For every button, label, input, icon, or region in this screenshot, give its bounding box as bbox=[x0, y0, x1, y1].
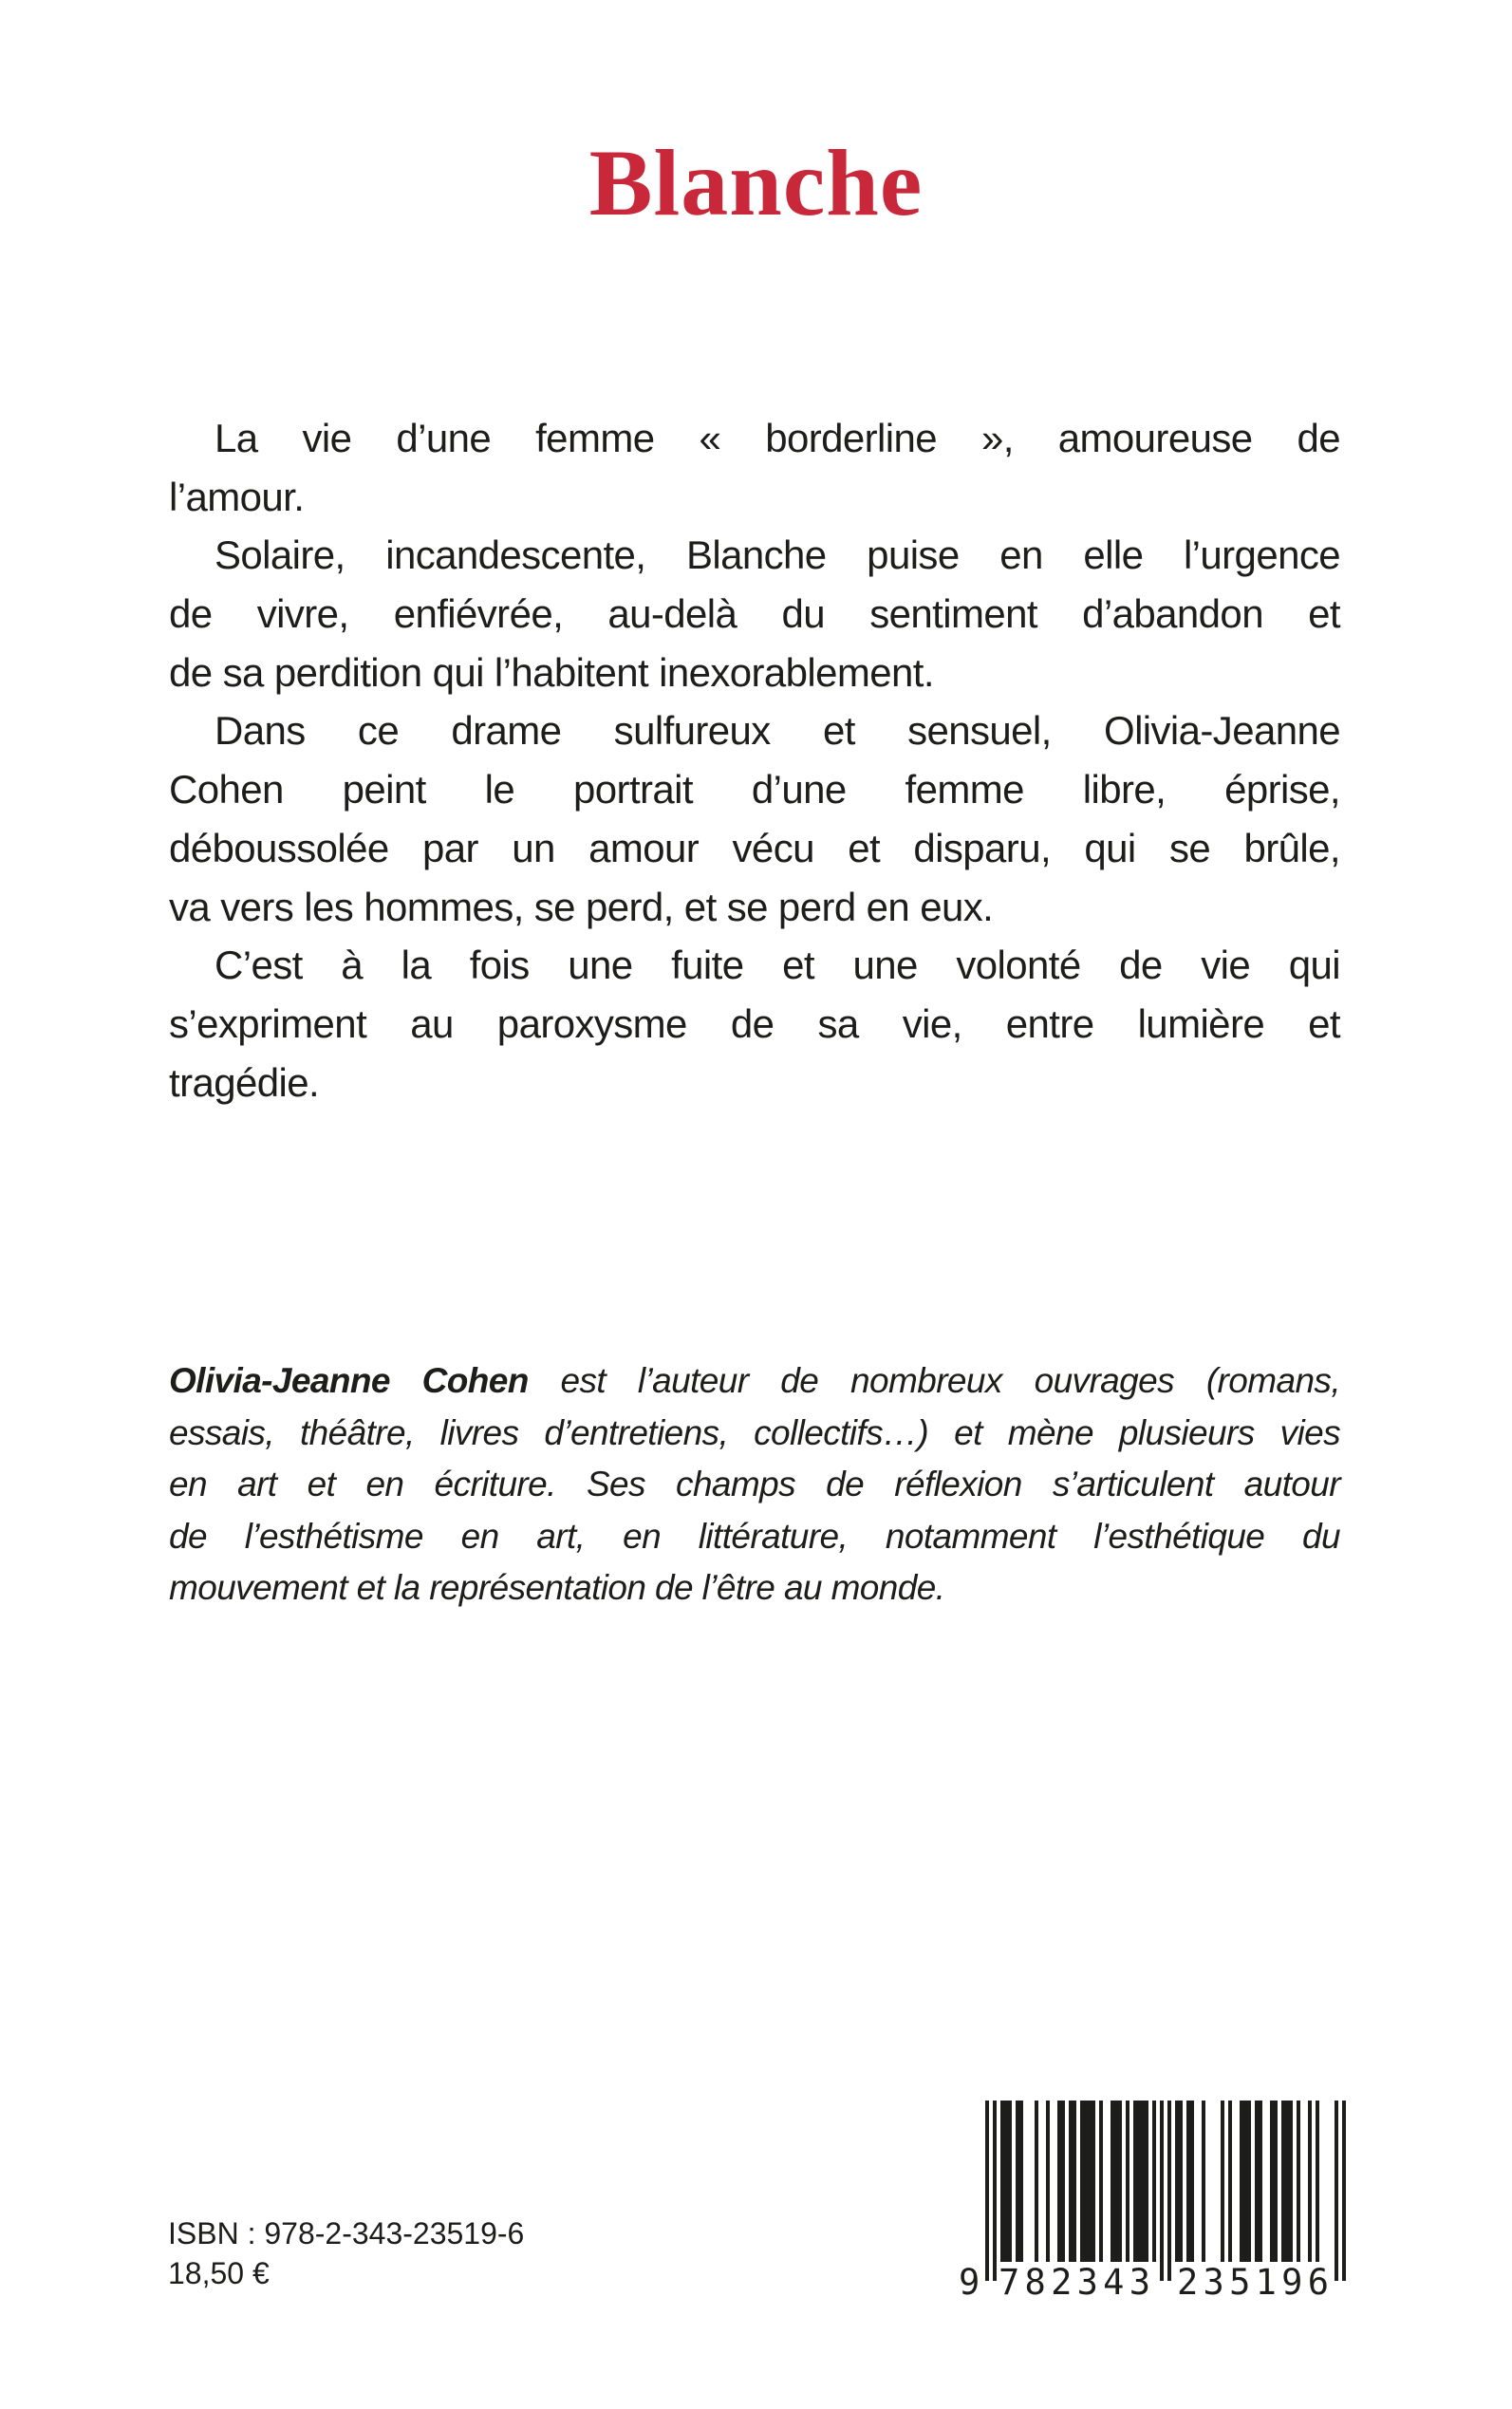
bio-line: de l’esthétisme en art, en littérature, notamment l’esthétique du bbox=[169, 1516, 1340, 1556]
blurb-line: de vivre, enfiévrée, au-delà du sentiment d’abandon et bbox=[169, 591, 1340, 637]
blurb-line: déboussolée par un amour vécu et disparu, qui se brûle, bbox=[169, 825, 1340, 870]
barcode-bars bbox=[985, 2101, 1346, 2281]
bio-line bbox=[169, 1355, 1340, 1408]
barcode-left-digits: 782343 bbox=[999, 2262, 1150, 2303]
back-cover-blurb bbox=[169, 409, 1340, 1111]
blurb-line: l’amour. bbox=[169, 474, 305, 519]
blurb-line: tragédie. bbox=[169, 1059, 320, 1105]
blurb-line: Dans ce drame sulfureux et sensuel, Olivia-Jeanne bbox=[215, 708, 1340, 754]
blurb-line: C’est à la fois une fuite et une volonté de vie qui bbox=[215, 943, 1340, 988]
author-name: Olivia-Jeanne Cohen bbox=[169, 1361, 529, 1400]
blurb-line: va vers les hommes, se perd, et se perd en eux. bbox=[169, 884, 994, 929]
book-title: Blanche bbox=[588, 130, 924, 235]
bio-line: essais, théâtre, livres d’entretiens, collectifs…) et mène plusieurs vies bbox=[169, 1412, 1340, 1452]
barcode-first-digit: 9 bbox=[959, 2262, 980, 2303]
isbn-label: ISBN : 978-2-343-23519-6 bbox=[168, 2216, 525, 2250]
bio-line-text: est l’auteur de nombreux ouvrages (romans, bbox=[528, 1361, 1340, 1400]
barcode-right-digits: 235196 bbox=[1177, 2262, 1329, 2303]
blurb-line: s’expriment au paroxysme de sa vie, entre lumière et bbox=[169, 1000, 1340, 1046]
blurb-line: Solaire, incandescente, Blanche puise en elle l’urgence bbox=[215, 532, 1340, 578]
bio-line: en art et en écriture. Ses champs de réflexion s’articulent autour bbox=[169, 1465, 1340, 1503]
price-label: 18,50 € bbox=[168, 2256, 270, 2290]
blurb-line: Cohen peint le portrait d’une femme libre, éprise, bbox=[169, 767, 1340, 812]
bio-line: mouvement et la représentation de l’être au monde. bbox=[169, 1568, 945, 1607]
barcode-graphic bbox=[949, 2088, 1357, 2316]
isbn-price-block bbox=[168, 2213, 524, 2293]
blurb-line: La vie d’une femme « borderline », amoureuse de bbox=[215, 416, 1340, 460]
author-bio bbox=[169, 1355, 1340, 1615]
ean13-barcode bbox=[949, 2088, 1357, 2316]
blurb-line: de sa perdition qui l’habitent inexorablement. bbox=[169, 649, 934, 695]
